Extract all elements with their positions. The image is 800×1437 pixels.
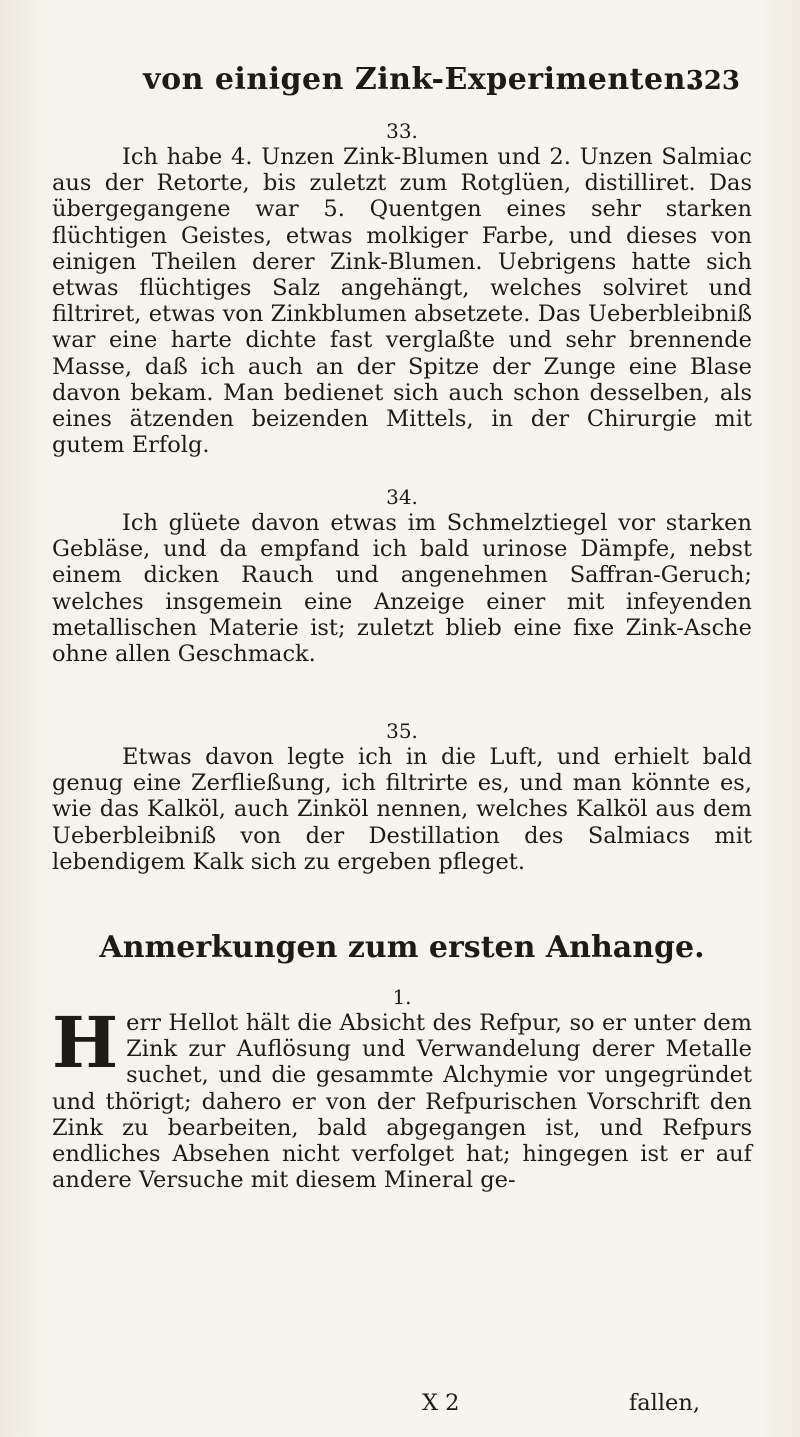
appendix-note-1 [52, 984, 752, 1193]
drop-cap: H [52, 1001, 119, 1084]
section-33 [52, 118, 752, 458]
section-paragraph: Ich habe 4. Unzen Zink-Blumen und 2. Unzen Salmiac aus der Retorte, bis zuletzt zum Rotglüen, distilliret. Das übergegangene war 5. Quentgen eines sehr starken flüchtigen Geistes, etwas molkiger Farbe, und dieses von einigen Theilen derer Zink-Blumen. Uebrigens hatte sich etwas flüchtiges Salz angehängt, welches solviret und filtriret, etwas von Zinkblumen absetzete. Das Ueberbleibniß war eine harte dichte fast verglaßte und sehr brennende Masse, daß ich auch an der Spitze der Zunge eine Blase davon bekam. Man bedienet sich auch schon desselben, als eines ätzenden beizenden Mittels, in der Chirurgie mit gutem Erfolg. [52, 144, 752, 459]
section-35 [52, 718, 752, 875]
running-title: von einigen Zink-Experimenten. [143, 62, 697, 97]
page-footer [52, 1390, 752, 1420]
section-number: 33. [386, 119, 418, 143]
catchword: fallen, [628, 1390, 700, 1416]
section-paragraph: Ich glüete davon etwas im Schmelztiegel vor starken Gebläse, und da empfand ich bald urinose Dämpfe, nebst einem dicken Rauch und angenehmen Saffran-Geruch; welches insgemein eine Anzeige einer mit infeyenden metallischen Materie ist; zuletzt blieb eine fixe Zink-Asche ohne allen Geschmack. [52, 510, 752, 668]
signature-mark: X 2 [422, 1390, 460, 1416]
appendix-heading: Anmerkungen zum ersten Anhange. [99, 930, 705, 965]
section-paragraph: Etwas davon legte ich in die Luft, und erhielt bald genug eine Zerfließung, ich filtrirte es, und man könnte es, wie das Kalköl, auch Zinköl nennen, welches Kalköl aus dem Ueberbleibniß von der Destillation des Salmiacs mit lebendigem Kalk sich zu ergeben pfleget. [52, 744, 752, 875]
section-34 [52, 484, 752, 667]
section-number: 35. [386, 719, 418, 743]
note-number: 1. [392, 985, 412, 1009]
page-number: 323 [685, 66, 740, 96]
note-text: err Hellot hält die Absicht des Refpur, so er unter dem Zink zur Auflösung und Verwandelung derer Metalle suchet, und die gesammte Alchymie vor ungegründet und thörigt; dahero er von der Refpurischen Vorschrift den Zink zu bearbeiten, bald abgegangen ist, und Refpurs endliches Absehen nicht verfolget hat; hingegen ist er auf andere Versuche mit diesem Mineral ge- [52, 1010, 752, 1194]
note-paragraph [52, 1001, 752, 1194]
section-number: 34. [386, 485, 418, 509]
running-head [100, 62, 740, 106]
